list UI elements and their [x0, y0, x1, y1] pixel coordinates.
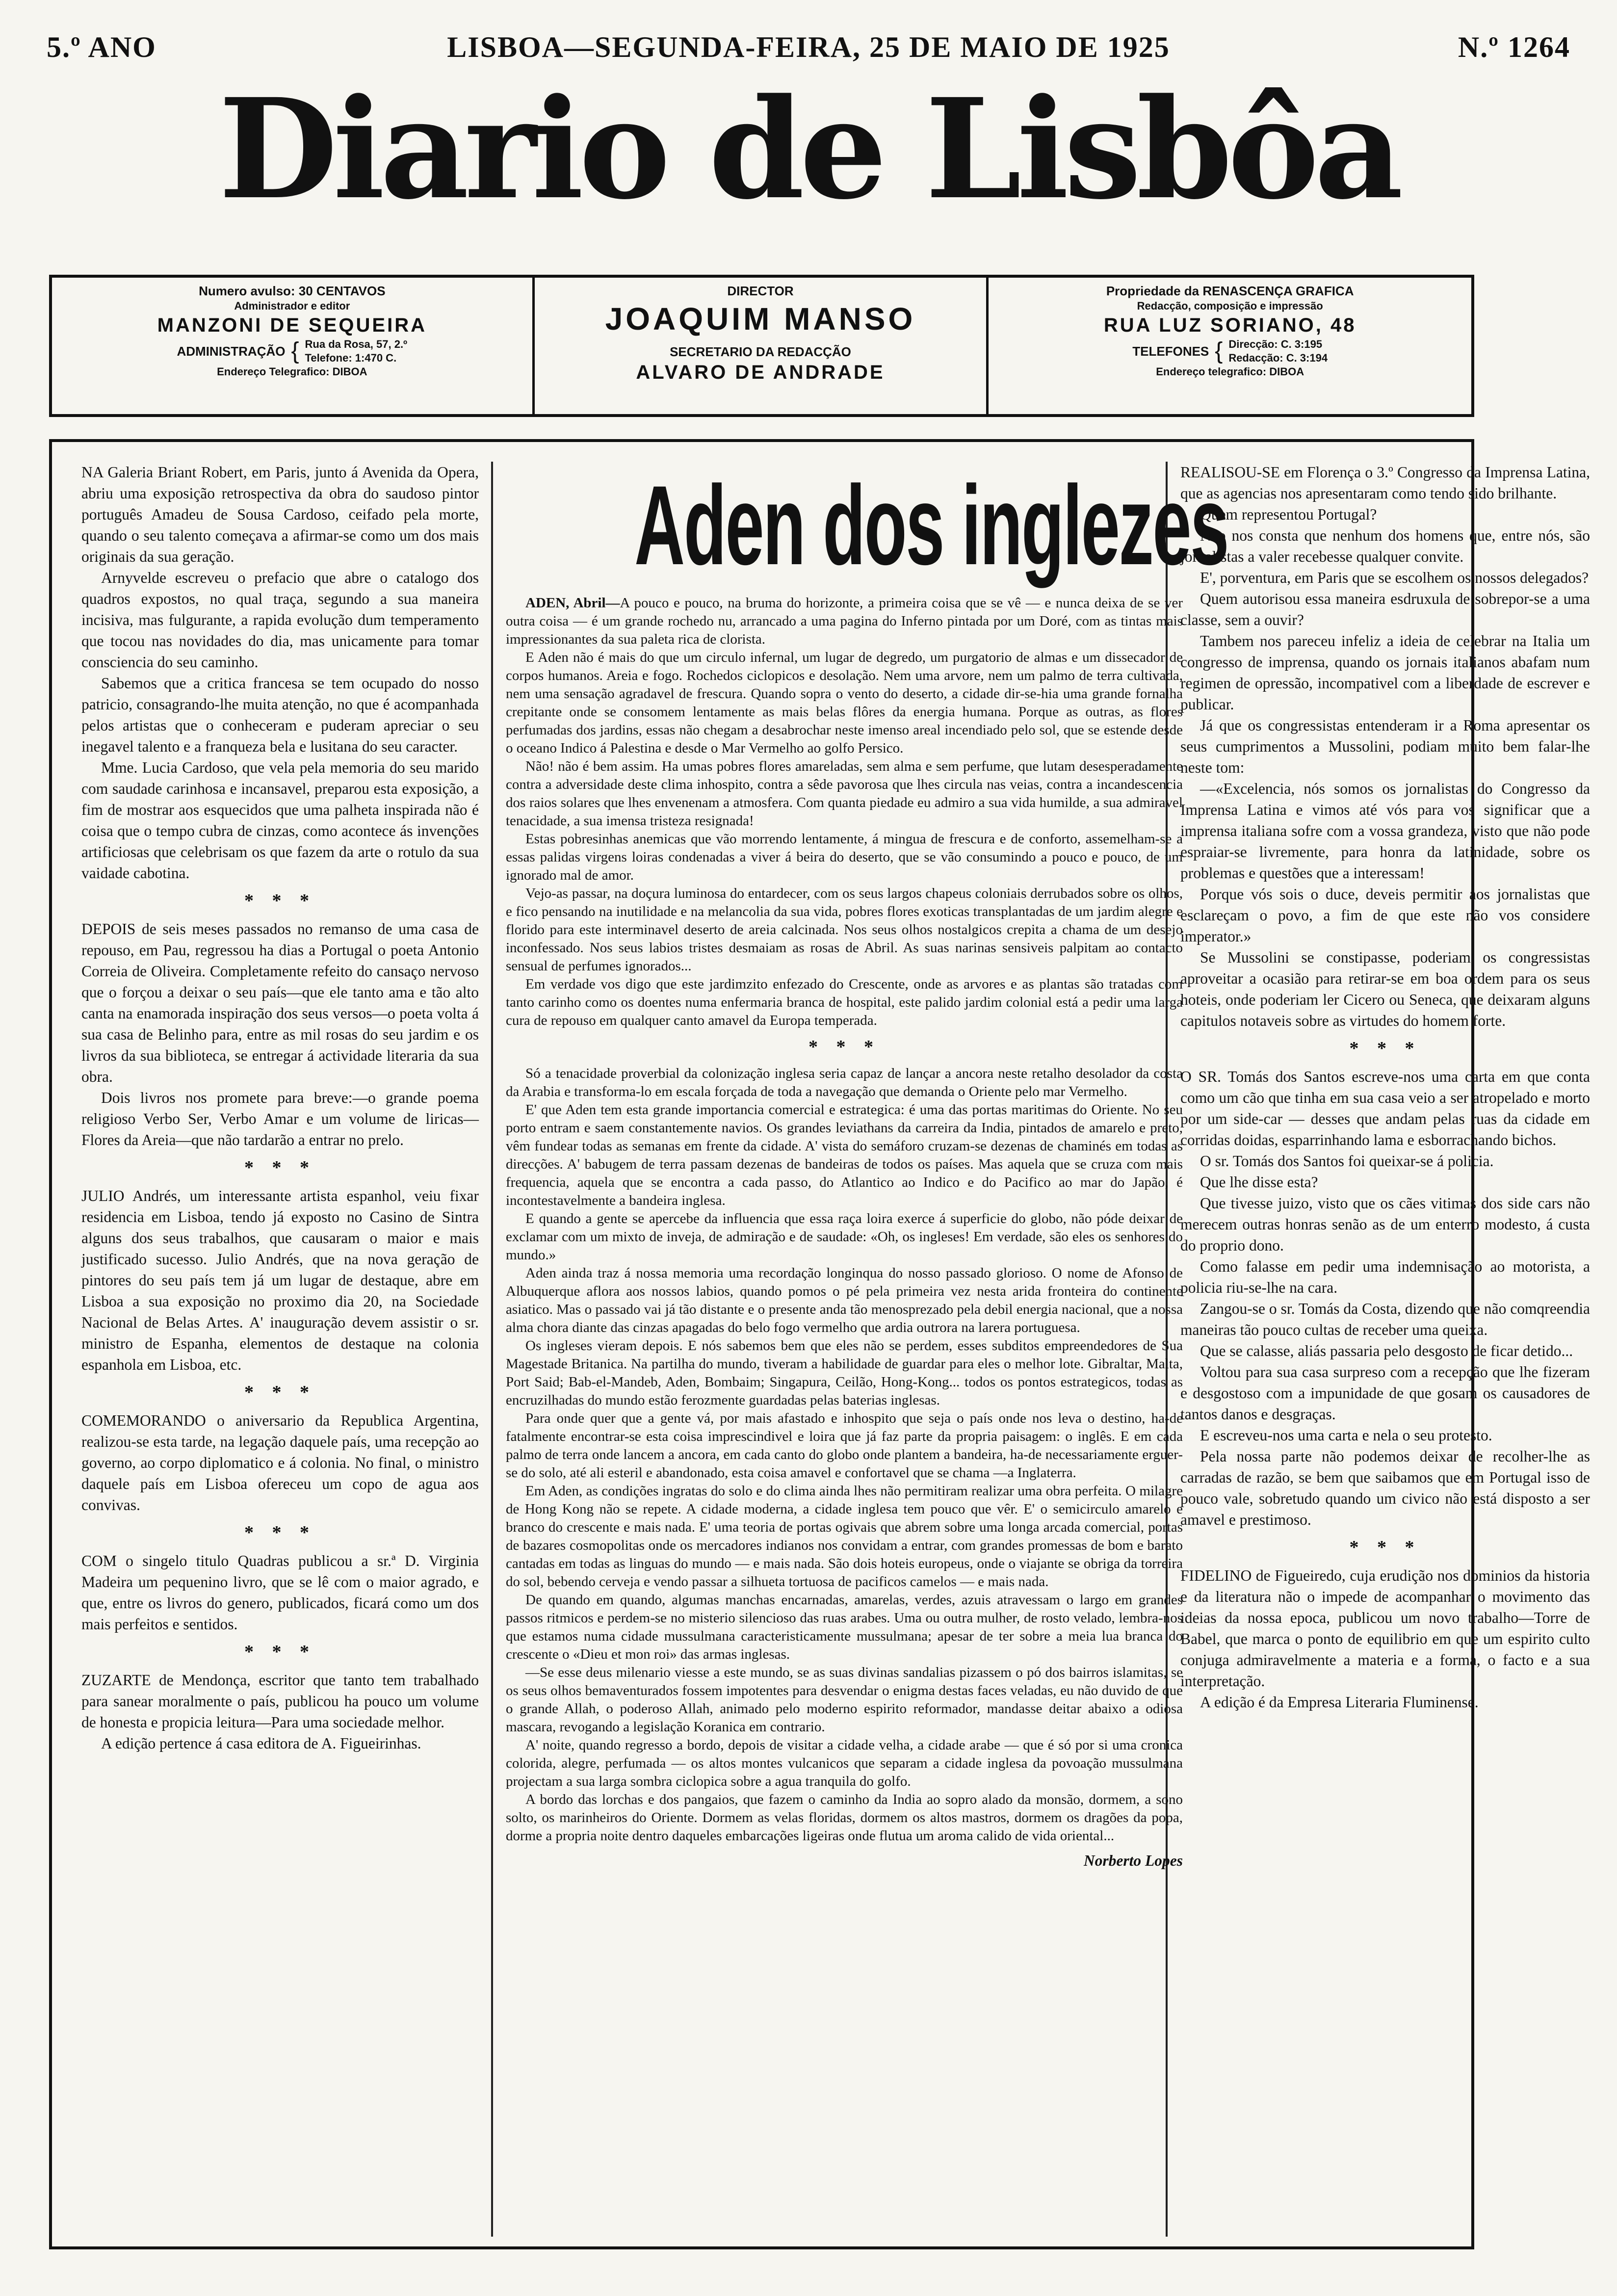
- masthead-title: Diario de Lisbôa: [218, 69, 1399, 230]
- article-paragraph: Vejo-as passar, na doçura luminosa do entardecer, com os seus largos chapeus coloniais derrubados sobre os olhos, e fico pensando na inutilidade e na melancolia da sua vida, pobres flores exoticas transplantadas de um jardim alegre e florido para este interminavel deserto de areia calcinada. Nos seus olhos nostalgicos crepita a chama de um desejo inconfessado. Nos seus labios tristes desmaiam as rosas de Abril. As suas narinas sensiveis palpitam ao contacto sensual de perfumes ignorados...: [506, 886, 1183, 974]
- street: RUA LUZ SORIANO, 48: [1103, 314, 1356, 336]
- article-paragraph: E quando a gente se apercebe da influencia que essa raça loira exerce á superficie do globo, não póde deixar de exclamar com um mixto de inveja, de admiração e de saudade: «Oh, os ingleses! Em verdade, são eles os senhores do mundo.»: [506, 1211, 1183, 1263]
- article-paragraph: Os ingleses vieram depois. E nós sabemos bem que eles não se perdem, esses subditos empreendedores de Sua Magestade Britanica. Na partilha do mundo, tiveram a habilidade de guardar para eles o melhor lote. Gibraltar, Malta, Port Said; Bab-el-Mandeb, Aden, Bombaim; Singapura, Ceilão, Hong-Kong... todos os pontos estrategicos, todas as encruzilhadas do mundo estão ferozmente guardadas pelas baterias inglesas.: [506, 1338, 1183, 1408]
- article-paragraph: Já que os congressistas entenderam ir a Roma apresentar os seus cumprimentos a Mussolini, podiam muito bem falar-lhe neste tom:: [1180, 717, 1590, 776]
- lead-paragraph: [506, 594, 1183, 649]
- article-paragraph: E', porventura, em Paris que se escolhem os nossos delegados?: [1200, 569, 1589, 586]
- article-paragraph: A' noite, quando regresso a bordo, depois de visitar a cidade velha, a cidade arabe — que é só por si uma cronica colorida, alegre, perfumada — os altos montes vulcanicos que separam a cidade inglesa da povoação mussulmana projectam a sua larga sombra ciclopica sobre a agua tranquila do golfo.: [506, 1737, 1183, 1789]
- article-paragraph: A edição pertence á casa editora de A. Figueirinhas.: [101, 1735, 421, 1752]
- issue-number: N.º 1264: [1458, 31, 1570, 63]
- article-paragraph: DEPOIS de seis meses passados no remanso de uma casa de repouso, em Pau, regressou ha dias a Portugal o poeta Antonio Correia de Oliveira. Completamente refeito do cansaço nervoso que o forçou a deixar o seu país—que ele tanto ama e tão alto canta na enamorada inspiração dos seus versos—o poeta volta á sua casa de Belinho para, entre as mil rosas do seu jardim e os livros da sua biblioteca, se entregar á actividade literaria da sua obra.: [81, 920, 479, 1085]
- article-paragraph: Estas pobresinhas anemicas que vão morrendo lentamente, á mingua de frescura e de conforto, assemelham-se a essas palidas virgens loiras condenadas a viver á beira do deserto, que se vão consumindo a pouco e pouco, de um ignorado mal de amor.: [506, 831, 1183, 883]
- article-paragraph: Em Aden, as condições ingratas do solo e do clima ainda lhes não permitiram realizar uma obra perfeita. O milagre de Hong Kong não se repete. A cidade moderna, a cidade inglesa tem pouco que vêr. E' o semicirculo amarelo e branco do crescente e mais nada. E' uma teoria de portas ogivais que abrem sobre uma longa arcada comercial, portas de bazares cosmopolitas onde os mercadores indianos nos convidam a entrar, com grandes promessas de bom e barato cantadas em todas as linguas do mundo — e mais nada. São dois hoteis europeus, onde o viajante se obriga da torreira do sol, bebendo cerveja e vendo passar a silhueta tortuosa de pacificos camelos — e mais nada.: [506, 1483, 1183, 1590]
- article-paragraph: FIDELINO de Figueiredo, cuja erudição nos dominios da historia e da literatura não o impede de acompanhar o movimento das ideias da nossa epoca, publicou um novo trabalho—Torre de Babel, que marca o ponto de equilibrio em que um espirito culto conjuga admiravelmente a materia e a forma, o facto e a sua interpretação.: [1180, 1567, 1590, 1690]
- year-label: 5.º ANO: [47, 31, 156, 63]
- director-name: JOAQUIM MANSO: [605, 301, 916, 337]
- article-paragraph: Tambem nos pareceu infeliz a ideia de celebrar na Italia um congresso de imprensa, quando os jornais italianos abafam num regimen de opressão, incompativel com a liberdade de escrever e publicar.: [1180, 632, 1590, 713]
- center-column: [506, 462, 1228, 1871]
- article-paragraph: A bordo das lorchas e dos pangaios, que fazem o caminho da India ao sopro alado da monsão, dormem, a sono solto, os marinheiros do Oriente. Dormem as velas floridas, dormem os altos mastros, dormem os dragões da popa, dorme a propria noite dentro daqueles embarcações ligeiras onde flutua um aroma calido de vida oriental...: [506, 1792, 1183, 1844]
- phones-label: TELEFONES: [1132, 344, 1209, 359]
- separator: * * *: [244, 1382, 316, 1403]
- article-paragraph: Arnyvelde escreveu o prefacio que abre o catalogo dos quadros expostos, no qual traça, segundo a sua maneira incisiva, mas fulgurante, a rapida evolução dum temperamento que tocou nas novidades do dia, mas unicamente para tomar consciencia do seu caminho.: [81, 569, 479, 671]
- article-paragraph: Para onde quer que a gente vá, por mais afastado e inhospito que seja o país onde nos leva o destino, ha-de fatalmente encontrar-se esta coisa imprescindivel e loira que já faz parte da propria paisagem: o inglês. E em cada palmo de terra onde lancem a ancora, em cada canto do globo onde plantem a bandeira, ha-de necessariamente erguer-se do solo, até ali esteril e abandonado, esta coisa amavel e confortavel que se chama —a Inglaterra.: [506, 1410, 1183, 1481]
- article-paragraph: Mme. Lucia Cardoso, que vela pela memoria do seu marido com saudade carinhosa e incansavel, preparou esta exposição, a fim de mostrar aos esquecidos que uma palheta inspirada não é coisa que o tempo cubra de cinzas, como acontece ás invenções artificiosas que celebrisam os que fazem da arte o rotulo da sua vaidade cabotina.: [81, 759, 479, 882]
- top-line: [47, 30, 1570, 75]
- admin-label: Administrador e editor: [234, 300, 350, 312]
- article-paragraph: Pela nossa parte não podemos deixar de recolher-lhe as carradas de razão, se bem que saibamos que em Portugal isso de pouco vale, sobretudo quando um civico não está disposto a ser amavel e prestimoso.: [1180, 1448, 1590, 1528]
- admin-phone: Telefone: 1:470 C.: [305, 352, 397, 364]
- admin-name: MANZONI DE SEQUEIRA: [157, 314, 427, 336]
- column-rule-left: [491, 462, 493, 2237]
- article-paragraph: JULIO Andrés, um interessante artista espanhol, veiu fixar residencia em Lisboa, tendo já exposto no Casino de Sintra alguns dos seus trabalhos, que causaram o maior e mais justificado sucesso. Julio Andrés, que na nova geração de pintores do seu país tem já um lugar de destaque, abre em Lisboa a sua exposição no proximo dia 20, na Sociedade Nacional de Belas Artes. A' inauguração devem assistir o sr. ministro de Espanha, elementos de destaque na colonia espanhola em Lisboa, etc.: [81, 1187, 479, 1373]
- separator: * * *: [244, 890, 316, 911]
- article-paragraph: O SR. Tomás dos Santos escreve-nos uma carta em que conta como um cão que tinha em sua casa veio a ser atropelado e morto por um side-car — desses que andam pelas ruas da cidade em corridas doidas, esparrinhando lama e esborrachando bichos.: [1180, 1068, 1590, 1148]
- date-line: LISBOA—SEGUNDA-FEIRA, 25 DE MAIO DE 1925: [447, 31, 1170, 63]
- secretary-label: SECRETARIO DA REDACÇÃO: [670, 344, 851, 359]
- article-paragraph: Zangou-se o sr. Tomás da Costa, dizendo que não comqreendia maneiras tão pouco cultas de receber uma queixa.: [1180, 1300, 1590, 1338]
- article-paragraph: Só a tenacidade proverbial da colonização inglesa seria capaz de lançar a ancora neste retalho desolador da costa da Arabia e transforma-lo em escala forçada de toda a navegação que demanda o Oriente pelo mar Vermelho.: [506, 1066, 1183, 1099]
- director-label: DIRECTOR: [727, 284, 794, 298]
- info-right: [989, 278, 1471, 414]
- article-paragraph: Dois livros nos promete para breve:—o grande poema religioso Verbo Ser, Verbo Amar e um volume de liricas—Flores da Areia—que não tardarão a entrar no prelo.: [81, 1089, 479, 1148]
- separator: * * *: [808, 1037, 880, 1057]
- services: Redacção, composição e impressão: [1137, 300, 1323, 312]
- separator: * * *: [1349, 1038, 1421, 1059]
- article-paragraph: NA Galeria Briant Robert, em Paris, junto á Avenida da Opera, abriu uma exposição retrospectiva da obra do saudoso pintor português Amadeu de Sousa Cardoso, ceifado pela morte, quando o seu talento começava a afirmar-se como um dos mais originais da sua geração.: [81, 464, 479, 565]
- article-paragraph: Que tivesse juizo, visto que os cães vitimas dos side cars não merecem outras honras senão as de um enterro modesto, á custa do proprio dono.: [1180, 1195, 1590, 1254]
- author-signature: Norberto Lopes: [1083, 1852, 1183, 1869]
- info-box: [49, 275, 1474, 417]
- brace: {: [291, 338, 299, 364]
- article-paragraph: Que se calasse, aliás passaria pelo desgosto de ficar detido...: [1200, 1342, 1573, 1359]
- telegraph-left: Endereço Telegrafico: DIBOA: [217, 365, 367, 378]
- article-paragraph: Em verdade vos digo que este jardimzito enfezado do Crescente, onde as arvores e as plantas são tratadas com tanto carinho como os doentes numa enfermaria branca de hospital, este palido jardim colonial está a pedir uma larga cura de repouso em qualquer canto amavel da Europa temperada.: [506, 976, 1183, 1028]
- left-column: [81, 462, 479, 1754]
- article-paragraph: E Aden não é mais do que um circulo infernal, um lugar de degredo, um purgatorio de almas e um dissecador de corpos humanos. Areia e fogo. Rochedos ciclopicos e desolação. Nem uma arvore, nem um palmo de terra cultivada, nem uma sensação agradavel de frescura. Quando sopra o vento do deserto, a cidade dir-se-hia uma grande fornalha crepitante onde se consomem lentamente as mais belas flôres da energia humana. Porque as outras, as flores perfumadas dos jardins, essas não chegam a desabrochar neste imenso areal incendiado pelo sol, que se estende desde o oceano Indico á Palestina e desde o Mar Vermelho ao golfo Persico.: [506, 650, 1183, 756]
- article-paragraph: E' que Aden tem esta grande importancia comercial e estrategica: é uma das portas maritimas do Oriente. No seu porto entram e saem constantemente navios. Os grandes leviathans da carreira da India, pintados de amarelo e preto, vêm fundear todas as semanas em frente da cidade. A' vista do semáforo cruzam-se dezenas de chaminés em todas as direcções. A' babugem de terra passam dezenas de bandeiras de todos os países. Mas aquela que se cruza com mais frequencia, aquela que se encontra a cada passo, do Atlantico ao Indico e do Pacifico ao mar do Japão, é incontestavelmente a bandeira inglesa.: [506, 1102, 1183, 1208]
- address: Rua da Rosa, 57, 2.º: [305, 338, 408, 350]
- dateline: ADEN, Abril—: [525, 595, 620, 611]
- article-paragraph: Quem autorisou essa maneira esdruxula de sobrepor-se a uma classe, sem a ouvir?: [1180, 590, 1590, 628]
- article-paragraph: Não! não é bem assim. Ha umas pobres flores amareladas, sem alma e sem perfume, que lutam desesperadamente contra a adversidade deste clima inhospito, contra a sêde pavorosa que lhes circula nas veias, contra a incandescencia dos raios solares que lhes envenenam a atmosfera. Com quanta piedade eu admiro a sua vida humilde, a sua admiravel tenacidade, a sua imensa tristeza resignada!: [506, 758, 1183, 829]
- phone-redaction: Redacção: C. 3:194: [1228, 352, 1328, 364]
- article-paragraph: Não nos consta que nenhum dos homens que, entre nós, são jornalistas a valer recebesse qualquer convite.: [1180, 527, 1590, 565]
- owner: Propriedade da RENASCENÇA GRAFICA: [1106, 284, 1354, 298]
- article-paragraph: REALISOU-SE em Florença o 3.º Congresso da Imprensa Latina, que as agencias nos apresentaram como tendo sido brilhante.: [1180, 464, 1590, 502]
- article-paragraph: Que lhe disse esta?: [1200, 1174, 1318, 1191]
- separator: * * *: [1349, 1537, 1421, 1558]
- article-paragraph: Voltou para sua casa surpreso com a recepção que lhe fizeram e desgostoso com a impunidade de que gosam os causadores de tantos danos e desgraças.: [1180, 1363, 1590, 1423]
- content-frame: [49, 439, 1590, 2249]
- article-paragraph: De quando em quando, algumas manchas encarnadas, amarelas, verdes, azuis atravessam o largo em grandes passos ritmicos e perdem-se no misterio silencioso das ruas arabes. Uma ou outra mulher, de rosto velado, lembra-nos que estamos numa cidade mussulmana caracteristicamente mussulmana; apesar de ter sobre a meia lua branca do crescente o «Dieu et mon roi» das armas inglesas.: [506, 1592, 1183, 1662]
- separator: * * *: [244, 1157, 316, 1178]
- article-paragraph: Se Mussolini se constipasse, poderiam os congressistas aproveitar a ocasião para retirar-se em boa ordem para os seus hoteis, onde poderiam ler Cicero ou Seneca, que deixaram alguns capitulos notaveis sobre as virtudes do homem forte.: [1180, 949, 1590, 1029]
- article-paragraph: E escreveu-nos uma carta e nela o seu protesto.: [1200, 1427, 1492, 1444]
- article-paragraph: COM o singelo titulo Quadras publicou a sr.ª D. Virginia Madeira um pequenino livro, que se lê com o maior agrado, e que, entre os livros do genero, publicados, ficará como um dos mais perfeitos e sentidos.: [81, 1552, 479, 1633]
- brace-right: {: [1215, 338, 1223, 364]
- article-paragraph: COMEMORANDO o aniversario da Republica Argentina, realizou-se esta tarde, na legação daquele país, uma recepção ao governo, ao corpo diplomatico e á colonia. No final, o ministro daquele país em Lisboa ofereceu um copo de agua aos convivas.: [81, 1412, 479, 1513]
- separator: * * *: [244, 1642, 316, 1662]
- article-paragraph: —«Excelencia, nós somos os jornalistas do Congresso da Imprensa Latina e vimos até vós para vos significar que a imprensa italiana sofre com a vossa grandeza, visto que não pode espraiar-se livremente, para honra da latinidade, sobre os problemas e questões que a interessam!: [1180, 780, 1590, 882]
- article-paragraph: A edição é da Empresa Literaria Fluminense.: [1200, 1694, 1479, 1711]
- article-paragraph: Quem representou Portugal?: [1200, 506, 1377, 523]
- secretary-name: ALVARO DE ANDRADE: [636, 362, 885, 383]
- info-left: [52, 278, 535, 414]
- article-paragraph: O sr. Tomás dos Santos foi queixar-se á policia.: [1200, 1152, 1494, 1170]
- article-paragraph: Aden ainda traz á nossa memoria uma recordação longinqua do nosso passado glorioso. O nome de Afonso de Albuquerque aflora aos nossos labios, quando pomos o pé pela primeira vez nesta arida fronteira do continente asiatico. Mas o passado vai já tão distante e o presente anda tão menosprezado pela debil energia nacional, que a nossa alma chora diante das cinzas apagadas do belo fogo vermelho que ardia outrora na larera portuguesa.: [506, 1265, 1183, 1335]
- article-paragraph: Como falasse em pedir uma indemnisação ao motorista, a policia riu-se-lhe na cara.: [1180, 1258, 1590, 1296]
- telegraph-right: Endereço telegrafico: DIBOA: [1156, 365, 1304, 378]
- article-paragraph: —Se esse deus milenario viesse a este mundo, se as suas divinas sandalias pizassem o pó dos bairros islamitas, se os seus olhos bemaventurados fossem impotentes para desvendar o enigma destas faces veladas, eu não duvido de que o grande Allah, o poderoso Allah, animado pelo moderno espirito reformador, mandasse deitar abaixo a odiosa mascara, revogando a legislação Koranica em contrario.: [506, 1665, 1183, 1735]
- separator: * * *: [244, 1522, 316, 1543]
- phone-direction: Direcção: C. 3:195: [1228, 338, 1323, 350]
- info-center: [535, 278, 989, 414]
- article-paragraph: Sabemos que a critica francesa se tem ocupado do nosso patricio, consagrando-lhe muita atenção, no que é acompanhada pelos artistas que o conheceram e puderam apreciar o seu inegavel talento e a franqueza bela e lusitana do seu caracter.: [81, 675, 479, 755]
- price: Numero avulso: 30 CENTAVOS: [199, 284, 386, 298]
- headline: Aden dos inglezes: [634, 462, 1228, 588]
- article-paragraph: ZUZARTE de Mendonça, escritor que tanto tem trabalhado para sanear moralmente o país, publicou ha pouco um volume de honesta e propicia leitura—Para uma sociedade melhor.: [81, 1671, 479, 1731]
- right-column: [1180, 462, 1590, 1713]
- admin-office: ADMINISTRAÇÃO: [177, 344, 286, 359]
- lead-text: A pouco e pouco, na bruma do horizonte, a primeira coisa que se vê — e nunca deixa de se ver outra coisa — é um grande rochedo nu, arrancado a uma pagina do Inferno pintada por um Doré, com as tintas mais impressionantes da sua paleta rica de clorista.: [506, 595, 1183, 647]
- article-paragraph: Porque vós sois o duce, deveis permitir aos jornalistas que esclareçam o povo, a fim de que este não vos considere imperator.»: [1180, 886, 1590, 945]
